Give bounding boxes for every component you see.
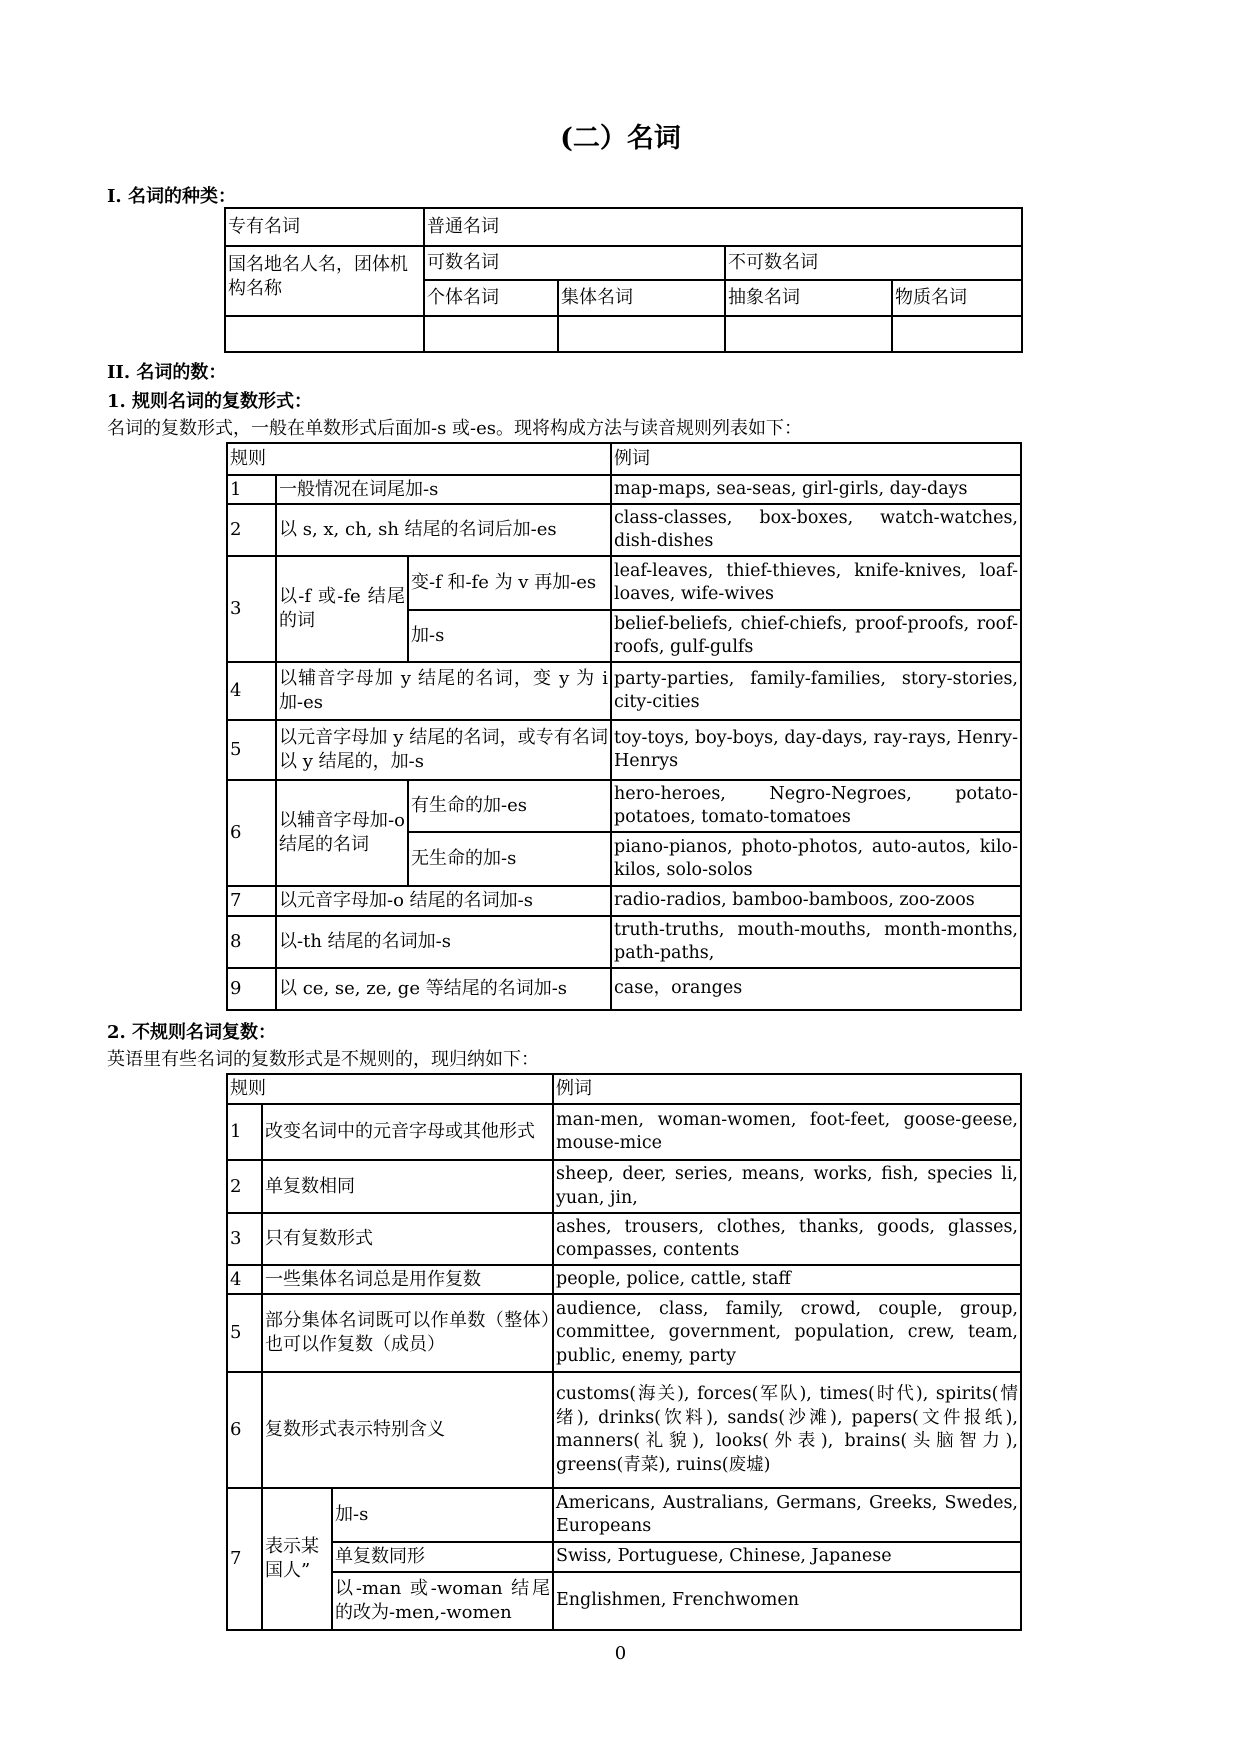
example-cell: Americans, Australians, Germans, Greeks, Swedes, Europeans bbox=[553, 1488, 1021, 1542]
cell-abstract: 抽象名词 bbox=[725, 280, 892, 316]
row-number: 8 bbox=[227, 916, 276, 968]
rule-cell: 以辅音字母加 y 结尾的名词，变 y 为 i 加-es bbox=[276, 662, 611, 720]
sub-rule-cell: 加-s bbox=[408, 610, 611, 662]
example-cell: belief-beliefs, chief-chiefs, proof-proofs, roof-roofs, gulf-gulfs bbox=[611, 610, 1021, 662]
row-number: 2 bbox=[227, 1160, 262, 1213]
rule-cell: 一般情况在词尾加-s bbox=[276, 475, 611, 504]
subsection-heading-irregular-plural: 2. 不规则名词复数： bbox=[107, 1022, 277, 1043]
sub-rule-cell: 加-s bbox=[332, 1488, 553, 1542]
sub-rule-cell: 单复数同形 bbox=[332, 1542, 553, 1572]
cell-empty bbox=[225, 316, 424, 352]
rule-cell: 以 ce, se, ze, ge 等结尾的名词加-s bbox=[276, 968, 611, 1010]
rule-cell: 只有复数形式 bbox=[262, 1213, 553, 1265]
section-heading-noun-number: II. 名词的数： bbox=[107, 362, 227, 383]
row-number: 7 bbox=[227, 1488, 262, 1630]
cell-countable: 可数名词 bbox=[424, 246, 725, 280]
regular-plural-table bbox=[226, 442, 1022, 1011]
rule-cell: 以元音字母加 y 结尾的名词，或专有名词以 y 结尾的，加-s bbox=[276, 720, 611, 780]
cell-empty bbox=[558, 316, 725, 352]
cell-empty bbox=[725, 316, 892, 352]
example-cell: map-maps, sea-seas, girl-girls, day-days bbox=[611, 475, 1021, 504]
row-number: 5 bbox=[227, 1294, 262, 1372]
rule-cell: 改变名词中的元音字母或其他形式 bbox=[262, 1104, 553, 1160]
example-cell: audience, class, family, crowd, couple, group, committee, government, population, crew, team, public, enemy, party bbox=[553, 1294, 1021, 1372]
cell-uncountable: 不可数名词 bbox=[725, 246, 1022, 280]
sub-rule-cell: 以-man 或-woman 结尾的改为-men,-women bbox=[332, 1572, 553, 1630]
cell-individual: 个体名词 bbox=[424, 280, 558, 316]
header-example: 例词 bbox=[611, 443, 1021, 475]
row-number: 1 bbox=[227, 1104, 262, 1160]
noun-types-table bbox=[224, 207, 1023, 353]
row-number: 6 bbox=[227, 1372, 262, 1488]
subsection-heading-regular-plural: 1. 规则名词的复数形式： bbox=[107, 391, 313, 412]
row-number: 7 bbox=[227, 886, 276, 916]
example-cell: hero-heroes, Negro-Negroes, potato-potatoes, tomato-tomatoes bbox=[611, 780, 1021, 832]
cell-collective: 集体名词 bbox=[558, 280, 725, 316]
rule-cell: 部分集体名词既可以作单数（整体）也可以作复数（成员） bbox=[262, 1294, 553, 1372]
rule-cell: 复数形式表示特别含义 bbox=[262, 1372, 553, 1488]
header-rule: 规则 bbox=[227, 443, 611, 475]
example-cell: toy-toys, boy-boys, day-days, ray-rays, Henry-Henrys bbox=[611, 720, 1021, 780]
example-cell: people, police, cattle, staff bbox=[553, 1265, 1021, 1294]
example-cell: class-classes, box-boxes, watch-watches, dish-dishes bbox=[611, 504, 1021, 556]
row-number: 3 bbox=[227, 556, 276, 662]
example-cell: case，oranges bbox=[611, 968, 1021, 1010]
example-cell: radio-radios, bamboo-bamboos, zoo-zoos bbox=[611, 886, 1021, 916]
example-cell: Swiss, Portuguese, Chinese, Japanese bbox=[553, 1542, 1021, 1572]
row-number: 9 bbox=[227, 968, 276, 1010]
rule-cell: 以-th 结尾的名词加-s bbox=[276, 916, 611, 968]
example-cell: ashes, trousers, clothes, thanks, goods, glasses, compasses, contents bbox=[553, 1213, 1021, 1265]
cell-common-noun: 普通名词 bbox=[424, 208, 1022, 246]
rule-cell: 以辅音字母加-o 结尾的名词 bbox=[276, 780, 408, 886]
cell-proper-desc: 国名地名人名，团体机构名称 bbox=[225, 246, 424, 316]
rule-cell: 表示某国人” bbox=[262, 1488, 332, 1630]
section-heading-noun-types: I. 名词的种类： bbox=[107, 186, 236, 207]
example-cell: sheep, deer, series, means, works, fish, species li, yuan, jin, bbox=[553, 1160, 1021, 1213]
rule-cell: 以 s, x, ch, sh 结尾的名词后加-es bbox=[276, 504, 611, 556]
cell-proper-noun: 专有名词 bbox=[225, 208, 424, 246]
row-number: 4 bbox=[227, 662, 276, 720]
header-example: 例词 bbox=[553, 1074, 1021, 1104]
row-number: 3 bbox=[227, 1213, 262, 1265]
page-title: (二）名词 bbox=[560, 123, 681, 154]
rule-cell: 一些集体名词总是用作复数 bbox=[262, 1265, 553, 1294]
sub-rule-cell: 变-f 和-fe 为 v 再加-es bbox=[408, 556, 611, 610]
example-cell: leaf-leaves, thief-thieves, knife-knives, loaf-loaves, wife-wives bbox=[611, 556, 1021, 610]
row-number: 6 bbox=[227, 780, 276, 886]
row-number: 4 bbox=[227, 1265, 262, 1294]
rule-cell: 以-f 或-fe 结尾的词 bbox=[276, 556, 408, 662]
cell-empty bbox=[424, 316, 558, 352]
example-cell: truth-truths, mouth-mouths, month-months, path-paths, bbox=[611, 916, 1021, 968]
irregular-plural-intro: 英语里有些名词的复数形式是不规则的，现归纳如下： bbox=[107, 1049, 539, 1070]
page-number: 0 bbox=[614, 1643, 627, 1664]
example-cell: customs(海关), forces(军队), times(时代), spirits(情绪), drinks(饮料), sands(沙滩), papers(文件报纸), manners(礼貌), looks(外表), brains(头脑智力), greens(青菜), ruins(废墟) bbox=[553, 1372, 1021, 1488]
example-cell: Englishmen, Frenchwomen bbox=[553, 1572, 1021, 1630]
sub-rule-cell: 无生命的加-s bbox=[408, 832, 611, 886]
example-cell: piano-pianos, photo-photos, auto-autos, kilo-kilos, solo-solos bbox=[611, 832, 1021, 886]
row-number: 5 bbox=[227, 720, 276, 780]
regular-plural-intro: 名词的复数形式，一般在单数形式后面加-s 或-es。现将构成方法与读音规则列表如下： bbox=[107, 418, 803, 439]
row-number: 1 bbox=[227, 475, 276, 504]
cell-material: 物质名词 bbox=[892, 280, 1022, 316]
row-number: 2 bbox=[227, 504, 276, 556]
rule-cell: 单复数相同 bbox=[262, 1160, 553, 1213]
rule-cell: 以元音字母加-o 结尾的名词加-s bbox=[276, 886, 611, 916]
example-cell: party-parties, family-families, story-stories, city-cities bbox=[611, 662, 1021, 720]
header-rule: 规则 bbox=[227, 1074, 553, 1104]
cell-empty bbox=[892, 316, 1022, 352]
sub-rule-cell: 有生命的加-es bbox=[408, 780, 611, 832]
example-cell: man-men, woman-women, foot-feet, goose-geese, mouse-mice bbox=[553, 1104, 1021, 1160]
irregular-plural-table bbox=[226, 1073, 1022, 1631]
